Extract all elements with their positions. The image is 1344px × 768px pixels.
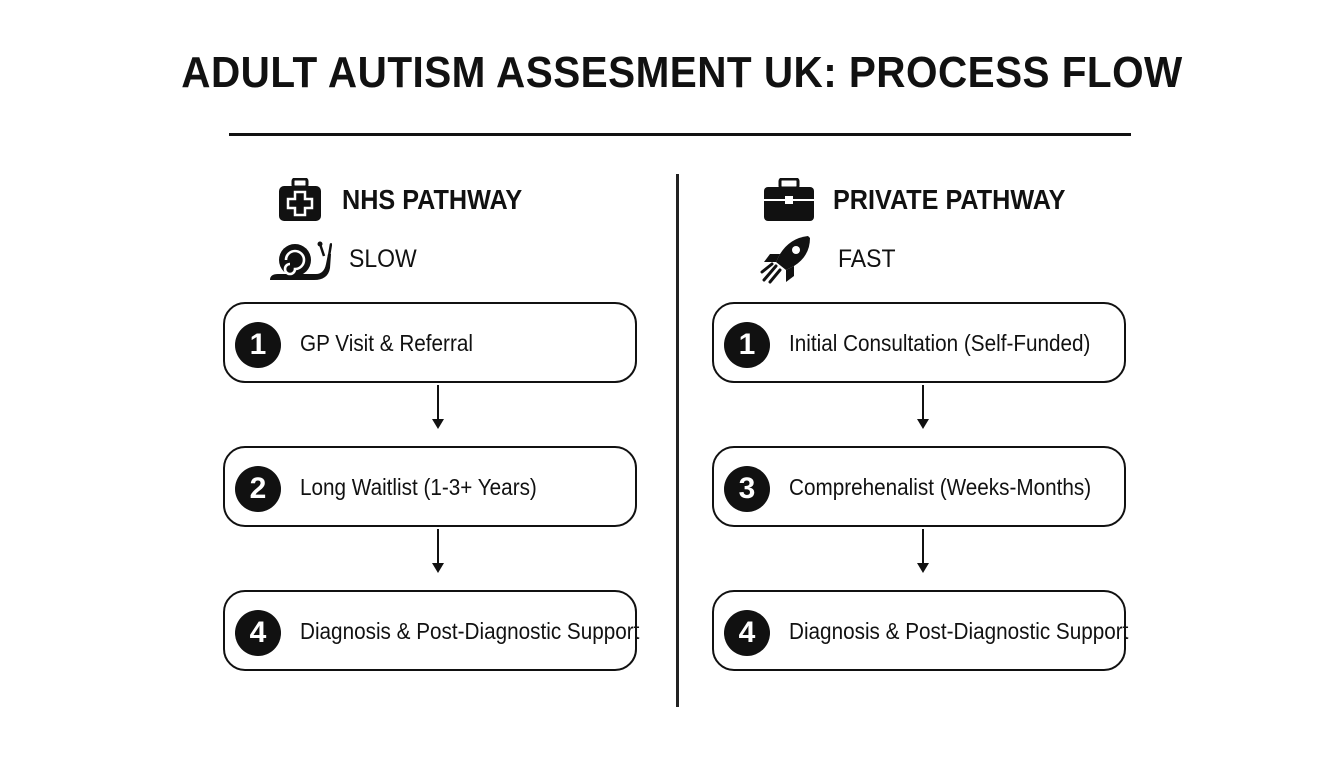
step-number-badge: 1	[724, 322, 770, 368]
nhs-pathway-heading: NHS PATHWAY	[342, 184, 523, 215]
private-step-4	[712, 590, 1129, 671]
medical-kit-icon	[278, 178, 322, 222]
step-label: Diagnosis & Post-Diagnostic Support	[300, 618, 640, 644]
page-title: ADULT AUTISM ASSESMENT UK: PROCESS FLOW	[181, 48, 1183, 97]
private-speed-label: FAST	[838, 245, 896, 273]
step-number-badge: 1	[235, 322, 281, 368]
arrow-down-icon	[431, 385, 445, 431]
private-step-1	[712, 302, 1126, 383]
nhs-step-1	[223, 302, 637, 383]
step-label: Comprehenalist (Weeks-Months)	[789, 474, 1092, 500]
nhs-step-2	[223, 446, 637, 527]
arrow-down-icon	[916, 385, 930, 431]
step-number-badge: 2	[235, 466, 281, 512]
briefcase-icon	[763, 178, 815, 222]
private-pathway-heading: PRIVATE PATHWAY	[833, 184, 1066, 215]
nhs-step-4	[223, 590, 640, 671]
step-label: Diagnosis & Post-Diagnostic Support	[789, 618, 1129, 644]
step-label: Long Waitlist (1-3+ Years)	[300, 474, 537, 500]
step-label: Initial Consultation (Self-Funded)	[789, 330, 1091, 356]
private-step-3	[712, 446, 1126, 527]
rocket-icon	[760, 234, 814, 284]
title-underline	[229, 133, 1131, 136]
column-divider	[676, 174, 679, 707]
snail-icon	[268, 240, 332, 282]
nhs-speed-label: SLOW	[349, 245, 417, 273]
step-number-badge: 3	[724, 466, 770, 512]
step-number-badge: 4	[235, 610, 281, 656]
step-number-badge: 4	[724, 610, 770, 656]
step-label: GP Visit & Referral	[300, 330, 473, 356]
arrow-down-icon	[431, 529, 445, 575]
arrow-down-icon	[916, 529, 930, 575]
